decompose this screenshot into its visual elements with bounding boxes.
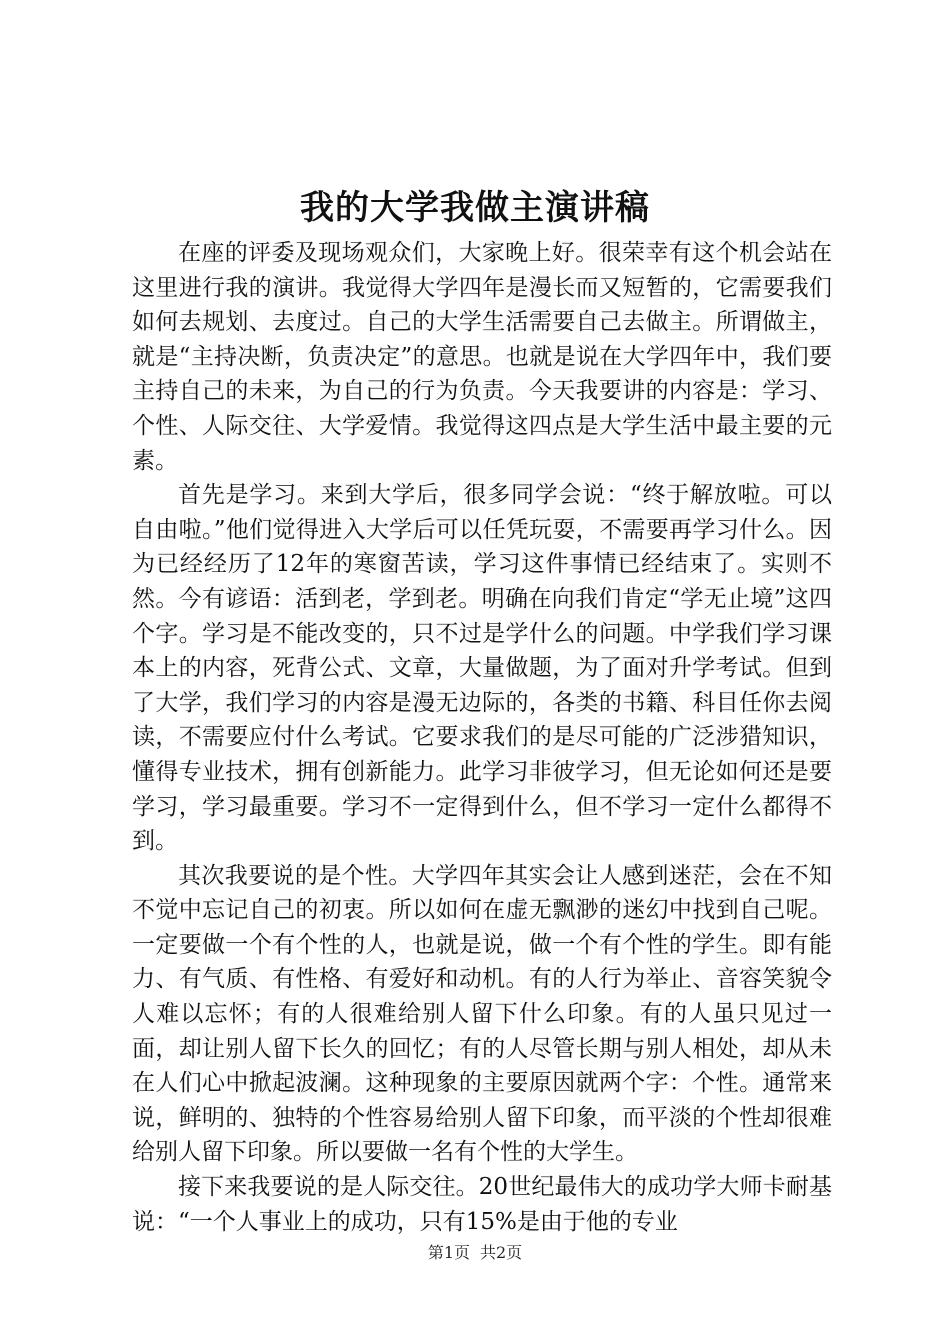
page-number: 第1页 xyxy=(427,1243,470,1262)
paragraph-study: 首先是学习。来到大学后，很多同学会说：“终于解放啦。可以自由啦。”他们觉得进入大学后可以任凭玩耍，不需要再学习什么。因为已经经历了12年的寒窗苦读，学习这件事情已经结束了。实则不然。今有谚语：活到老，学到老。明确在向我们肯定“学无止境”这四个字。学习是不能改变的，只不过是学什么的问题。中学我们学习课本上的内容，死背公式、文章，大量做题，为了面对升学考试。但到了大学，我们学习的内容是漫无边际的，各类的书籍、科目任你去阅读，不需要应付什么考试。它要求我们的是尽可能的广泛涉猎知识，懂得专业技术，拥有创新能力。此学习非彼学习，但无论如何还是要学习，学习最重要。学习不一定得到什么，但不学习一定什么都得不到。 xyxy=(132,482,832,855)
document-title: 我的大学我做主演讲稿 xyxy=(300,188,650,228)
paragraph-intro: 在座的评委及现场观众们，大家晚上好。很荣幸有这个机会站在这里进行我的演讲。我觉得大学四年是漫长而又短暂的，它需要我们如何去规划、去度过。自己的大学生活需要自己去做主。所谓做主，就是“主持决断，负责决定”的意思。也就是说在大学四年中，我们要主持自己的未来，为自己的行为负责。今天我要讲的内容是：学习、个性、人际交往、大学爱情。我觉得这四点是大学生活中最主要的元素。 xyxy=(132,240,832,474)
document-body xyxy=(132,236,832,1239)
page-total: 共2页 xyxy=(480,1243,523,1262)
paragraph-personality: 其次我要说的是个性。大学四年其实会让人感到迷茫，会在不知不觉中忘记自己的初衷。所以如何在虚无飘渺的迷幻中找到自己呢。一定要做一个有个性的人，也就是说，做一个有个性的学生。即有能力、有气质、有性格、有爱好和动机。有的人行为举止、音容笑貌令人难以忘怀；有的人很难给别人留下什么印象。有的人虽只见过一面，却让别人留下长久的回忆；有的人尽管长期与别人相处，却从未在人们心中掀起波澜。这种现象的主要原因就两个字：个性。通常来说，鲜明的、独特的个性容易给别人留下印象，而平淡的个性却很难给别人留下印象。所以要做一名有个性的大学生。 xyxy=(132,862,832,1166)
paragraph-interpersonal: 接下来我要说的是人际交往。20世纪最伟大的成功学大师卡耐基说：“一个人事业上的成功，只有15%是由于他的专业 xyxy=(132,1174,832,1235)
page-footer xyxy=(0,1242,950,1264)
